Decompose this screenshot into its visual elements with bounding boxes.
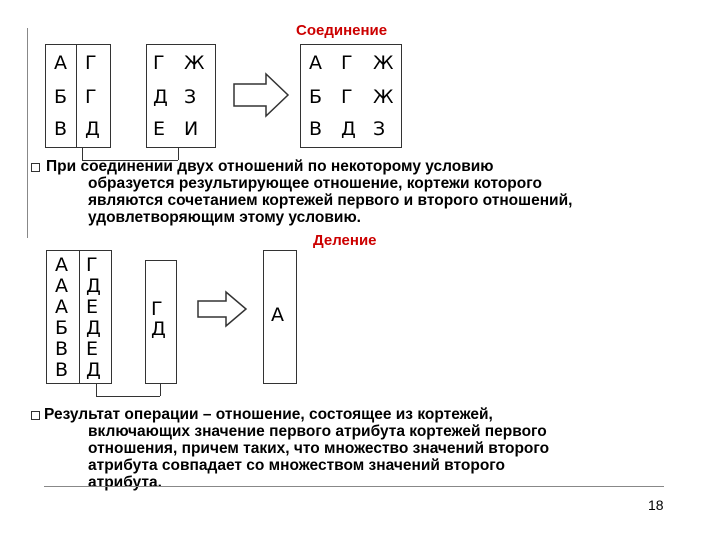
join-result-cell: Б — [309, 86, 324, 108]
join-t2-cell: И — [184, 118, 200, 140]
division-t2-cell: Д — [151, 318, 167, 340]
division-t1-cell: В — [55, 338, 70, 360]
join-t2-cell: Ж — [184, 52, 206, 74]
join-t1-cell: В — [54, 118, 69, 140]
join-t1-cell: Д — [85, 118, 101, 140]
division-bracket-right — [160, 384, 161, 396]
join-t1-cell: Г — [85, 52, 98, 74]
join-t2-cell: Г — [153, 52, 166, 74]
join-result-cell: Ж — [373, 52, 395, 74]
join-t2-cell: Д — [153, 86, 169, 108]
join-description-line: удовлетворяющим этому условию. — [88, 209, 361, 226]
slide-left-rule — [27, 28, 28, 238]
division-bracket-bottom — [96, 396, 160, 397]
join-table-1-divider — [76, 44, 77, 148]
join-description-line: При соединении двух отношений по некоторому условию — [46, 158, 494, 175]
division-table-1-divider — [79, 250, 80, 384]
division-arrow-icon — [196, 290, 248, 328]
bullet-icon — [31, 163, 40, 172]
division-description-line: атрибута. — [88, 474, 162, 491]
join-result-cell: Г — [341, 86, 354, 108]
division-t1-cell: Д — [86, 317, 102, 339]
footer-rule — [44, 486, 664, 487]
division-t1-cell: Е — [86, 296, 100, 318]
join-t2-cell: Е — [153, 118, 167, 140]
join-result-cell: В — [309, 118, 324, 140]
join-description-line: являются сочетанием кортежей первого и второго отношений, — [88, 192, 573, 209]
join-t1-cell: Б — [54, 86, 69, 108]
join-result-cell: Д — [341, 118, 357, 140]
division-description-line: атрибута совпадает со множеством значений второго — [88, 457, 506, 474]
page-number: 18 — [648, 497, 664, 513]
division-description-line: отношения, причем таких, что множество значений второго — [88, 440, 550, 457]
join-t1-cell: А — [54, 52, 68, 74]
join-arrow-icon — [232, 72, 290, 118]
division-t1-cell: В — [55, 359, 70, 381]
join-t1-cell: Г — [85, 86, 98, 108]
division-t1-cell: А — [55, 254, 69, 276]
join-t2-cell: З — [184, 86, 198, 108]
division-bracket-left — [96, 384, 97, 396]
division-title: Деление — [313, 232, 377, 249]
division-t1-cell: Д — [86, 359, 102, 381]
division-result-cell: А — [271, 304, 285, 326]
division-t1-cell: А — [55, 296, 69, 318]
division-t1-cell: А — [55, 275, 69, 297]
join-result-cell: А — [309, 52, 323, 74]
division-description-line: Результат операции – отношение, состоящее из кортежей, — [44, 406, 493, 423]
join-title: Соединение — [296, 22, 388, 39]
division-t1-cell: Б — [55, 317, 70, 339]
division-t1-cell: Д — [86, 275, 102, 297]
division-description-line: включающих значение первого атрибута кортежей первого — [88, 423, 547, 440]
join-result-cell: З — [373, 118, 387, 140]
join-description-line: образуется результирующее отношение, кортежи которого — [88, 175, 542, 192]
join-result-cell: Г — [341, 52, 354, 74]
division-t1-cell: Е — [86, 338, 100, 360]
division-t2-cell: Г — [151, 298, 164, 320]
join-result-cell: Ж — [373, 86, 395, 108]
bullet-icon — [31, 411, 40, 420]
division-t1-cell: Г — [86, 254, 99, 276]
